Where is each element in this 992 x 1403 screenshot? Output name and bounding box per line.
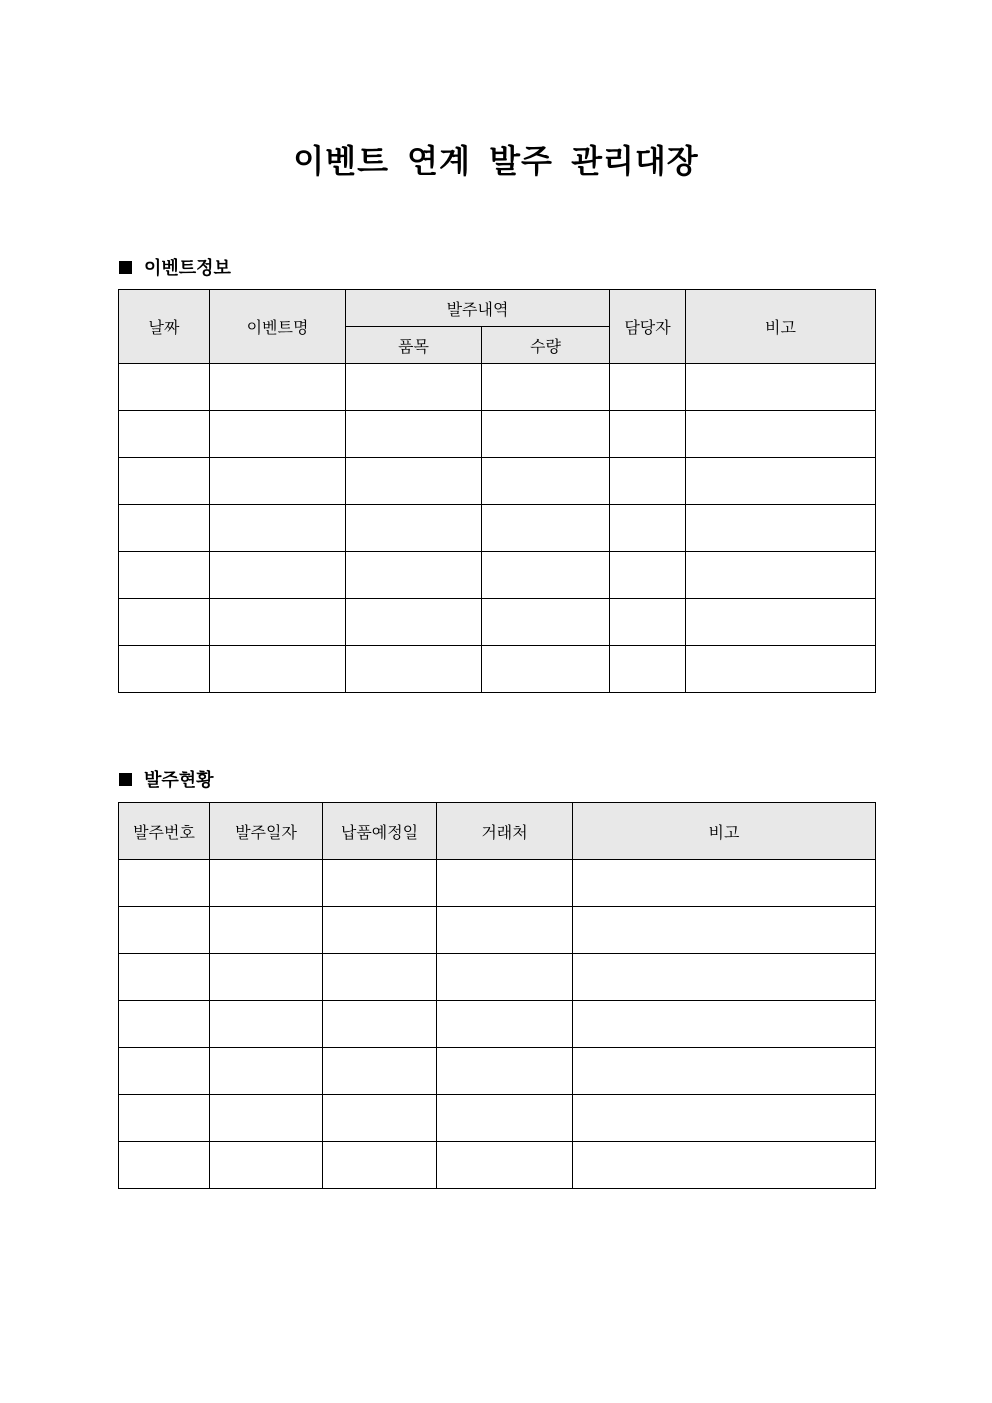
table-cell[interactable] bbox=[210, 1142, 323, 1189]
table-cell[interactable] bbox=[437, 1048, 573, 1095]
table-cell[interactable] bbox=[323, 860, 437, 907]
table-row bbox=[119, 954, 876, 1001]
table-cell[interactable] bbox=[610, 552, 686, 599]
table-row bbox=[119, 411, 876, 458]
table-cell[interactable] bbox=[437, 1001, 573, 1048]
table-cell[interactable] bbox=[482, 458, 610, 505]
table-cell[interactable] bbox=[210, 907, 323, 954]
table-cell[interactable] bbox=[323, 954, 437, 1001]
table-row bbox=[119, 599, 876, 646]
event-section-heading bbox=[119, 254, 231, 280]
header-delivery-date: 납품예정일 bbox=[323, 803, 437, 860]
table-cell[interactable] bbox=[323, 1001, 437, 1048]
header-item: 품목 bbox=[346, 327, 482, 364]
header-supplier: 거래처 bbox=[437, 803, 573, 860]
header-order-date: 발주일자 bbox=[210, 803, 323, 860]
table-cell[interactable] bbox=[573, 1095, 876, 1142]
table-row bbox=[119, 907, 876, 954]
table-cell[interactable] bbox=[610, 364, 686, 411]
table-cell[interactable] bbox=[119, 646, 210, 693]
table-cell[interactable] bbox=[210, 552, 346, 599]
table-cell[interactable] bbox=[119, 599, 210, 646]
table-cell[interactable] bbox=[119, 505, 210, 552]
table-cell[interactable] bbox=[210, 1001, 323, 1048]
table-cell[interactable] bbox=[686, 505, 876, 552]
header-order-details: 발주내역 bbox=[346, 290, 610, 327]
table-cell[interactable] bbox=[686, 458, 876, 505]
header-note: 비고 bbox=[686, 290, 876, 364]
table-cell[interactable] bbox=[346, 552, 482, 599]
square-bullet-icon bbox=[119, 773, 132, 786]
table-cell[interactable] bbox=[610, 505, 686, 552]
header-order-no: 발주번호 bbox=[119, 803, 210, 860]
table-cell[interactable] bbox=[686, 552, 876, 599]
table-cell[interactable] bbox=[210, 411, 346, 458]
table-cell[interactable] bbox=[610, 458, 686, 505]
table-cell[interactable] bbox=[210, 954, 323, 1001]
table-cell[interactable] bbox=[437, 907, 573, 954]
square-bullet-icon bbox=[119, 261, 132, 274]
table-cell[interactable] bbox=[686, 599, 876, 646]
event-section-heading-label: 이벤트정보 bbox=[144, 258, 231, 279]
table-cell[interactable] bbox=[686, 646, 876, 693]
table-cell[interactable] bbox=[210, 364, 346, 411]
table-cell[interactable] bbox=[210, 505, 346, 552]
table-cell[interactable] bbox=[119, 1142, 210, 1189]
table-cell[interactable] bbox=[210, 599, 346, 646]
table-cell[interactable] bbox=[210, 1095, 323, 1142]
table-cell[interactable] bbox=[573, 1142, 876, 1189]
table-cell[interactable] bbox=[573, 860, 876, 907]
table-row bbox=[119, 646, 876, 693]
table-cell[interactable] bbox=[323, 1048, 437, 1095]
table-cell[interactable] bbox=[346, 411, 482, 458]
table-cell[interactable] bbox=[210, 646, 346, 693]
header-date: 날짜 bbox=[119, 290, 210, 364]
document-title: 이벤트 연계 발주 관리대장 bbox=[293, 142, 699, 180]
header-quantity: 수량 bbox=[482, 327, 610, 364]
table-cell[interactable] bbox=[346, 364, 482, 411]
table-cell[interactable] bbox=[482, 411, 610, 458]
table-cell[interactable] bbox=[437, 1142, 573, 1189]
table-cell[interactable] bbox=[346, 458, 482, 505]
table-cell[interactable] bbox=[119, 1001, 210, 1048]
table-cell[interactable] bbox=[323, 1095, 437, 1142]
table-cell[interactable] bbox=[119, 954, 210, 1001]
header-note: 비고 bbox=[573, 803, 876, 860]
table-cell[interactable] bbox=[482, 364, 610, 411]
table-cell[interactable] bbox=[686, 411, 876, 458]
table-cell[interactable] bbox=[437, 1095, 573, 1142]
table-row bbox=[119, 505, 876, 552]
table-cell[interactable] bbox=[482, 552, 610, 599]
table-cell[interactable] bbox=[482, 599, 610, 646]
table-cell[interactable] bbox=[482, 505, 610, 552]
table-row bbox=[119, 1048, 876, 1095]
table-row bbox=[119, 458, 876, 505]
table-cell[interactable] bbox=[686, 364, 876, 411]
table-cell[interactable] bbox=[210, 458, 346, 505]
table-cell[interactable] bbox=[573, 954, 876, 1001]
table-cell[interactable] bbox=[323, 907, 437, 954]
table-cell[interactable] bbox=[610, 646, 686, 693]
table-cell[interactable] bbox=[482, 646, 610, 693]
table-cell[interactable] bbox=[119, 860, 210, 907]
table-cell[interactable] bbox=[573, 1048, 876, 1095]
event-info-table bbox=[118, 289, 876, 693]
header-manager: 담당자 bbox=[610, 290, 686, 364]
table-cell[interactable] bbox=[437, 860, 573, 907]
table-row bbox=[119, 552, 876, 599]
order-section-heading bbox=[119, 766, 214, 792]
table-cell[interactable] bbox=[573, 1001, 876, 1048]
table-cell[interactable] bbox=[323, 1142, 437, 1189]
table-cell[interactable] bbox=[437, 954, 573, 1001]
table-cell[interactable] bbox=[119, 364, 210, 411]
order-status-table bbox=[118, 802, 876, 1189]
table-cell[interactable] bbox=[573, 907, 876, 954]
table-cell[interactable] bbox=[119, 1048, 210, 1095]
table-cell[interactable] bbox=[610, 599, 686, 646]
table-cell[interactable] bbox=[119, 458, 210, 505]
table-cell[interactable] bbox=[119, 1095, 210, 1142]
table-row bbox=[119, 1001, 876, 1048]
table-row bbox=[119, 1095, 876, 1142]
table-cell[interactable] bbox=[346, 599, 482, 646]
table-cell[interactable] bbox=[610, 411, 686, 458]
table-cell[interactable] bbox=[210, 860, 323, 907]
table-row bbox=[119, 1142, 876, 1189]
event-table-body bbox=[119, 364, 876, 693]
table-cell[interactable] bbox=[346, 646, 482, 693]
header-event-name: 이벤트명 bbox=[210, 290, 346, 364]
table-cell[interactable] bbox=[119, 907, 210, 954]
table-cell[interactable] bbox=[119, 411, 210, 458]
table-cell[interactable] bbox=[210, 1048, 323, 1095]
order-section-heading-label: 발주현황 bbox=[144, 770, 214, 791]
table-row bbox=[119, 364, 876, 411]
table-cell[interactable] bbox=[119, 552, 210, 599]
order-table-body bbox=[119, 860, 876, 1189]
table-row bbox=[119, 860, 876, 907]
table-cell[interactable] bbox=[346, 505, 482, 552]
